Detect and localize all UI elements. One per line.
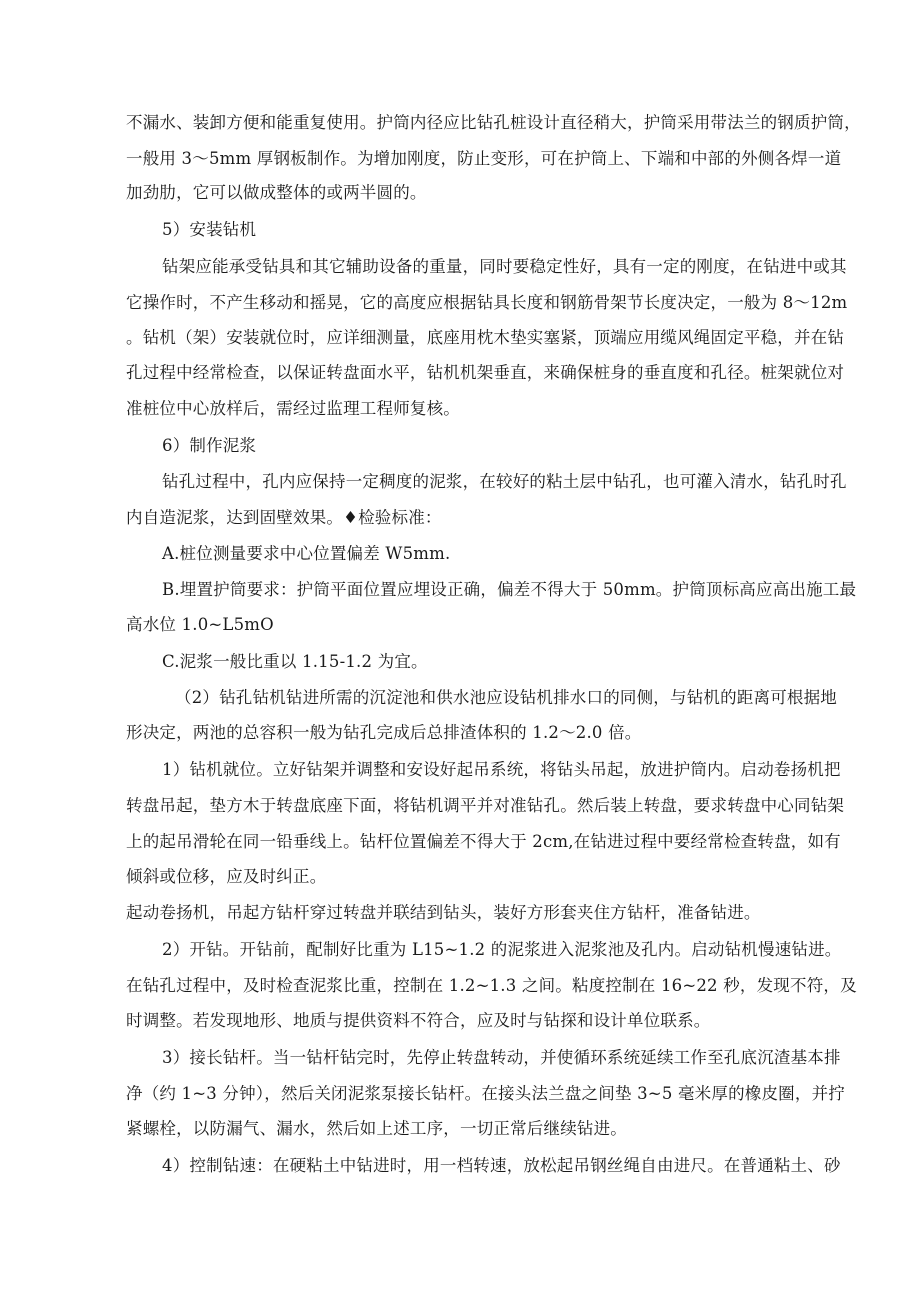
section-heading-5: 5）安装钻机	[162, 220, 257, 239]
text-line-1: 不漏水、装卸方便和能重复使用。护筒内径应比钻孔桩设计直径稍大，护筒采用带法兰的钢质护筒，	[126, 113, 861, 132]
text-line-20: 转盘吊起，垫方木于转盘底座下面，将钻机调平并对准钻孔。然后装上转盘，要求转盘中心同钻架	[126, 796, 845, 815]
text-line-28: 净（约 1~3 分钟），然后关闭泥浆泵接长钻杆。在接头法兰盘之间垫 3~5 毫米厚的橡皮圈，并拧	[126, 1084, 845, 1103]
text-line-21: 上的起吊滑轮在同一铅垂线上。钻杆位置偏差不得大于 2cm,在钻进过程中要经常检查转盘，如有	[126, 832, 841, 851]
section-heading-6: 6）制作泥浆	[162, 436, 257, 455]
section-heading-2: （2）钻孔钻机钻进所需的沉淀池和供水池应设钻机排水口的同侧，与钻机的距离可根据地	[175, 688, 837, 707]
step-1: 1）钻机就位。立好钻架并调整和安设好起吊系统，将钻头吊起，放进护筒内。启动卷扬机把	[162, 760, 841, 779]
text-line-29: 紧螺栓，以防漏气、漏水，然后如上述工序，一切正常后继续钻进。	[126, 1119, 627, 1138]
text-line-6: 它操作时，不产生移动和摇晃，它的高度应根据钻具长度和钢筋骨架节长度决定，一般为 8～12m	[126, 293, 848, 312]
step-2: 2）开钻。开钻前，配制好比重为 L15~1.2 的泥浆进入泥浆池及孔内。启动钻机慢速钻进。	[162, 940, 842, 959]
standard-item-a: A.桩位测量要求中心位置偏差 W5mm.	[162, 544, 451, 563]
text-line-22: 倾斜或位移，应及时纠正。	[126, 867, 327, 886]
text-line-8: 孔过程中经常检查，以保证转盘面水平，钻机机架垂直，来确保桩身的垂直度和孔径。桩架就位对	[126, 363, 845, 382]
text-line-23: 起动卷扬机，吊起方钻杆穿过转盘并联结到钻头，装好方形套夹住方钻杆，准备钻进。	[126, 903, 761, 922]
step-3: 3）接长钻杆。当一钻杆钻完时，先停止转盘转动，并使循环系统延续工作至孔底沉渣基本排	[162, 1048, 841, 1067]
text-line-12: 内自造泥浆，达到固壁效果。♦检验标准：	[126, 508, 442, 527]
text-line-2: 一般用 3～5mm 厚钢板制作。为增加刚度，防止变形，可在护筒上、下端和中部的外侧各焊一道	[126, 149, 842, 168]
step-4: 4）控制钻速：在硬粘土中钻进时，用一档转速，放松起吊钢丝绳自由进尺。在普通粘土、砂	[162, 1156, 841, 1175]
text-line-25: 在钻孔过程中，及时检查泥浆比重，控制在 1.2~1.3 之间。粘度控制在 16~22 秒，发现不符，及	[126, 976, 857, 995]
text-line-5: 钻架应能承受钻具和其它辅助设备的重量，同时要稳定性好，具有一定的刚度，在钻进中或其	[162, 257, 847, 276]
text-line-26: 时调整。若发现地形、地质与提供资料不符合，应及时与钻探和设计单位联系。	[126, 1011, 711, 1030]
text-line-11: 钻孔过程中，孔内应保持一定稠度的泥浆，在较好的粘土层中钻孔，也可灌入清水，钻孔时孔	[162, 472, 847, 491]
text-line-18: 形决定，两池的总容积一般为钻孔完成后总排渣体积的 1.2～2.0 倍。	[126, 723, 642, 742]
standard-item-c: C.泥浆一般比重以 1.15-1.2 为宜。	[162, 652, 428, 671]
standard-item-b: B.埋置护筒要求：护筒平面位置应埋设正确，偏差不得大于 50mm。护筒顶标高应高出施工最	[162, 580, 857, 599]
text-line-9: 准桩位中心放样后，需经过监理工程师复核。	[126, 399, 460, 418]
text-line-3: 加劲肋，它可以做成整体的或两半圆的。	[126, 183, 427, 202]
text-line-15: 高水位 1.0~L5mO	[126, 615, 274, 634]
text-line-7: 。钻机（架）安装就位时，应详细测量，底座用枕木垫实塞紧，顶端应用缆风绳固定平稳，并在钻	[126, 328, 845, 347]
